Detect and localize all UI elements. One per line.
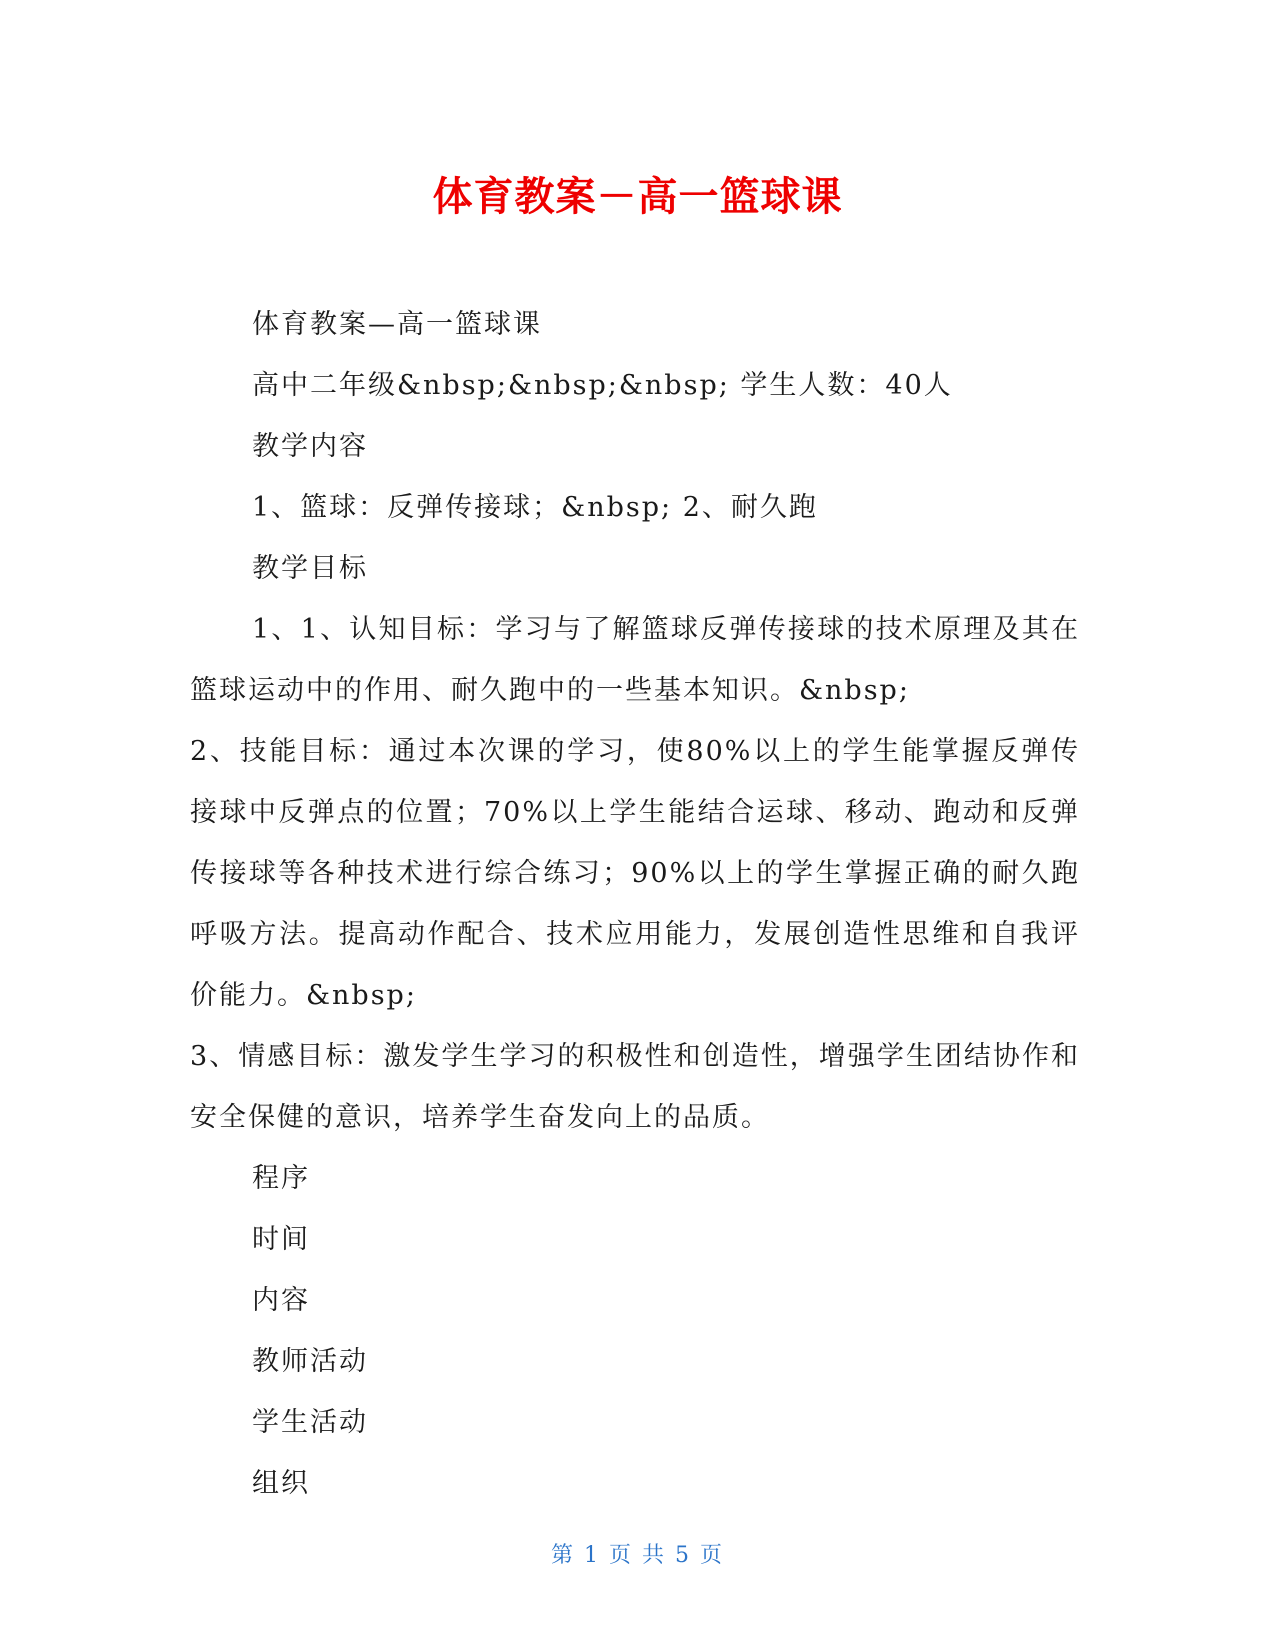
paragraph: 内容 [252,1285,310,1316]
paragraph: 体育教案—高一篮球课 [252,309,542,340]
page-number-footer: 第 1 页 共 5 页 [551,1543,724,1568]
paragraph: 时间 [252,1224,310,1255]
paragraph: 2、技能目标：通过本次课的学习，使80%以上的学生能掌握反弹传接球中反弹点的位置；70%以上学生能结合运球、移动、跑动和反弹传接球等各种技术进行综合练习；90%以上的学生掌握正确的耐久跑呼吸方法。提高动作配合、技术应用能力，发展创造性思维和自我评价能力。&nbsp; [190,736,1080,1011]
paragraph: 3、情感目标：激发学生学习的积极性和创造性，增强学生团结协作和安全保健的意识，培养学生奋发向上的品质。 [190,1041,1080,1133]
paragraph: 组织 [252,1468,310,1499]
paragraph: 教学目标 [252,553,368,584]
paragraph: 教师活动 [252,1346,368,1377]
paragraph: 学生活动 [252,1407,368,1438]
paragraph: 教学内容 [252,431,368,462]
paragraph: 1、1、认知目标：学习与了解篮球反弹传接球的技术原理及其在篮球运动中的作用、耐久跑中的一些基本知识。&nbsp; [190,614,1080,706]
document-title: 体育教案－高一篮球课 [432,174,843,220]
paragraph: 程序 [252,1163,310,1194]
document-body [190,294,1080,1514]
paragraph: 1、篮球：反弹传接球；&nbsp; 2、耐久跑 [252,492,818,523]
paragraph: 高中二年级&nbsp;&nbsp;&nbsp; 学生人数：40人 [252,370,953,401]
